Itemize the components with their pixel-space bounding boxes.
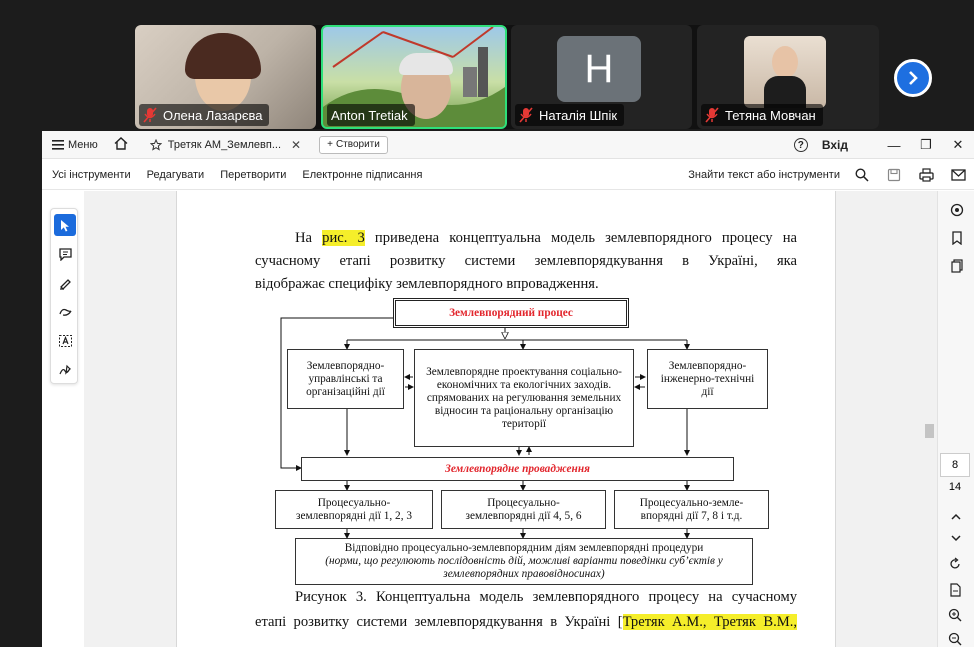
paragraph-line: сучасному етапі розвитку системи землевпорядкування в Україні, яка: [255, 253, 797, 269]
text: приведена концептуальна модель землевпорядного процесу на: [364, 230, 797, 246]
cursor-icon: [60, 219, 70, 232]
copy-pages-icon[interactable]: [948, 257, 966, 275]
next-participants-button[interactable]: [894, 59, 932, 97]
diagram-right-box: Землевпорядно-інженерно-технічні дії: [647, 349, 768, 409]
participant-tile[interactable]: [511, 25, 692, 129]
chevron-down-icon[interactable]: [947, 529, 965, 547]
procedures-note: (норми, що регулюють послідовність дій, можливі варіанти поведінки суб’єктів у землевпорядних правовідносинах): [325, 555, 723, 580]
participant-tile-active-speaker[interactable]: [321, 25, 507, 129]
text-box-tool-button[interactable]: [54, 330, 76, 352]
create-label: Створити: [335, 139, 380, 150]
participant-hair: [185, 33, 261, 79]
text: етапі розвитку системи землевпорядкування в Україні [: [255, 614, 623, 630]
chevron-right-icon: [905, 70, 921, 86]
vertical-scrollbar[interactable]: [924, 191, 937, 647]
ai-assistant-icon[interactable]: [948, 201, 966, 219]
participant-namebar: [327, 104, 415, 126]
home-icon: [114, 137, 128, 150]
paragraph-line: відображає специфіку землевпорядного впровадження.: [255, 276, 599, 292]
procedures-text: Відповідно процесуально-землевпорядним діям землевпорядні процедури: [344, 542, 704, 554]
participant-tile[interactable]: [135, 25, 316, 129]
text: На: [295, 230, 323, 246]
title-bar: [42, 131, 974, 159]
mic-muted-icon: [705, 107, 719, 123]
close-window-icon[interactable]: ✕: [952, 137, 964, 152]
minimize-icon[interactable]: —: [887, 137, 901, 153]
diagram-procedures-box: [295, 538, 753, 585]
menu-label: Меню: [68, 138, 98, 151]
plus-icon: +: [327, 139, 333, 150]
restore-icon[interactable]: ❐: [920, 137, 932, 152]
diagram-step-box: Процесуально-земле-впорядні дії 7, 8 і т.д.: [614, 490, 769, 529]
chevron-up-icon[interactable]: [947, 507, 965, 525]
mic-muted-icon: [143, 107, 157, 123]
text-box-icon: [58, 334, 73, 348]
page-fit-icon[interactable]: [946, 581, 964, 599]
toolbar-right: [688, 160, 974, 190]
highlighted-text: Третяк А.М., Третяк В.М.,: [622, 614, 797, 630]
scrollbar-thumb[interactable]: [925, 424, 934, 438]
participant-hair: [399, 53, 453, 75]
participant-namebar: [139, 104, 269, 126]
avatar: [744, 36, 826, 108]
page-total: 14: [948, 481, 962, 493]
diagram-left-box: Землевпорядно-управлінські та організаційні дії: [287, 349, 404, 409]
draw-tool-button[interactable]: [54, 301, 76, 323]
document-tab[interactable]: [144, 134, 307, 156]
participant-name: Тетяна Мовчан: [725, 107, 816, 123]
signature-icon: [58, 363, 73, 377]
print-icon[interactable]: [910, 160, 942, 190]
diagram-implementation-box: [301, 457, 734, 481]
zoom-in-icon[interactable]: [946, 606, 964, 624]
quick-tools-rail: [50, 208, 78, 384]
freehand-icon: [58, 305, 73, 319]
comment-icon: [58, 247, 73, 261]
page-number-input[interactable]: 8: [940, 453, 970, 477]
participant-name: Anton Tretiak: [331, 107, 408, 123]
find-input[interactable]: Знайти текст або інструменти: [688, 169, 840, 181]
bookmark-icon[interactable]: [948, 229, 966, 247]
mic-muted-icon: [519, 107, 533, 123]
participant-tile[interactable]: [697, 25, 879, 129]
pen-icon: [58, 276, 73, 290]
participant-namebar: [701, 104, 823, 126]
diagram-title-box: [393, 298, 629, 328]
star-icon[interactable]: [150, 139, 162, 151]
pdf-page: [176, 191, 836, 647]
convert-button[interactable]: Перетворити: [220, 168, 287, 181]
participant-namebar: [515, 104, 624, 126]
command-toolbar: [42, 160, 974, 190]
signin-button[interactable]: Вхід: [821, 138, 848, 152]
avatar-face: [772, 46, 798, 78]
implementation-label: Землевпорядне провадження: [445, 462, 590, 475]
participants-strip: [135, 25, 879, 129]
diagram-step-box: Процесуально-землевпорядні дії 1, 2, 3: [275, 490, 433, 529]
diagram-step-box: Процесуально-землевпорядні дії 4, 5, 6: [441, 490, 606, 529]
help-icon[interactable]: ?: [794, 138, 808, 152]
highlight-tool-button[interactable]: [54, 272, 76, 294]
hamburger-icon: [52, 140, 64, 150]
participant-name: Наталія Шпік: [539, 107, 618, 123]
create-button[interactable]: [319, 136, 388, 154]
save-icon[interactable]: [878, 160, 910, 190]
diagram-center-box: Землевпорядне проектування соціально-економічних та екологічних заходів. спрямованих на регулювання земельних відносин та раціональну організацію території: [414, 349, 634, 447]
participant-name: Олена Лазарєва: [163, 107, 263, 123]
figure-caption-line: [255, 614, 797, 631]
diagram-title: Землевпорядний процес: [449, 306, 573, 319]
figure-caption: Рисунок 3. Концептуальна модель землевпорядного процесу на сучасному: [295, 589, 797, 605]
pdf-viewer-window: [42, 131, 974, 647]
close-tab-icon[interactable]: ✕: [291, 137, 302, 152]
edit-button[interactable]: Редагувати: [146, 168, 205, 181]
home-button[interactable]: [114, 137, 128, 153]
tab-title: Третяк АМ_Землевп...: [167, 138, 282, 151]
select-tool-button[interactable]: [54, 214, 76, 236]
comment-tool-button[interactable]: [54, 243, 76, 265]
all-tools-button[interactable]: Усі інструменти: [52, 168, 131, 181]
search-icon[interactable]: [846, 160, 878, 190]
menu-button[interactable]: [52, 139, 98, 151]
sign-tool-button[interactable]: [54, 359, 76, 381]
email-icon[interactable]: [942, 160, 974, 190]
titlebar-right: [794, 131, 974, 159]
avatar: Н: [557, 36, 641, 102]
zoom-out-icon[interactable]: [946, 630, 964, 647]
esign-button[interactable]: Електронне підписання: [302, 168, 423, 181]
highlighted-text: рис. 3: [322, 230, 365, 246]
rotate-icon[interactable]: [946, 555, 964, 573]
right-panel-rail: [937, 191, 974, 647]
